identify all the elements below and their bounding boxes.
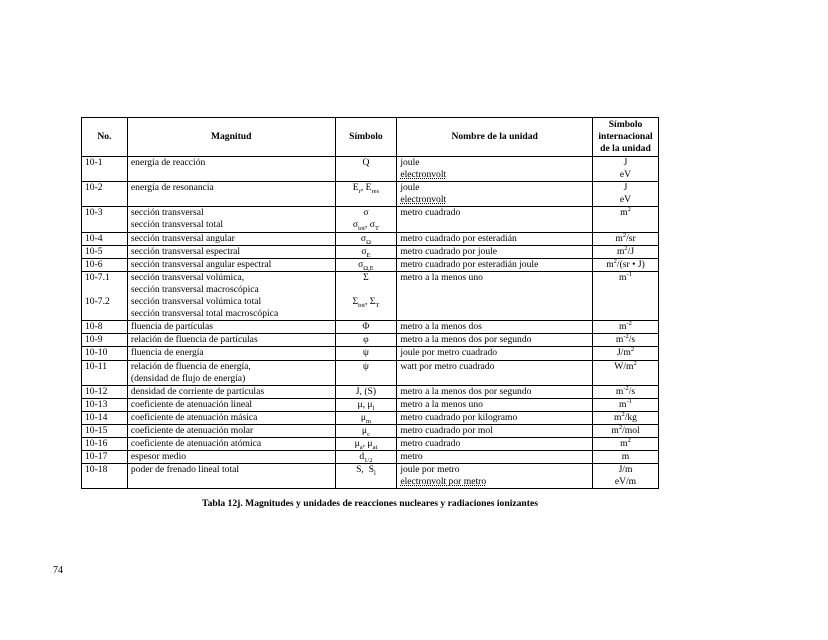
- cell-simbolo: [335, 438, 397, 451]
- cell-unidad: [397, 385, 593, 398]
- cell-magnitud: [127, 347, 335, 360]
- cell-no: [82, 245, 128, 258]
- cell-unidad: [397, 438, 593, 451]
- table-row: [82, 451, 659, 464]
- cell-no-line: 10-8: [85, 321, 103, 333]
- cell-no-line: 10-10: [85, 347, 108, 359]
- cell-no: [82, 360, 128, 385]
- cell-simbolo: [335, 207, 397, 232]
- cell-magnitud-line: sección transversal espectral: [130, 245, 241, 257]
- cell-magnitud-line: poder de frenado lineal total: [130, 464, 240, 476]
- cell-no-line: 10-12: [85, 385, 108, 397]
- cell-simbolo: [335, 451, 397, 464]
- cell-unidad-line: joule por metro: [400, 464, 460, 476]
- cell-magnitud: [127, 385, 335, 398]
- cell-simbolo: [335, 245, 397, 258]
- cell-simbolo-line: J, (S): [355, 385, 377, 397]
- cell-magnitud-line: relación de fluencia de energía,: [130, 360, 251, 372]
- header-simbolo-int-line: internacional: [598, 131, 653, 142]
- cell-simbolo: [335, 157, 397, 182]
- cell-magnitud-line: sección transversal total: [130, 219, 224, 231]
- cell-simbolo-internacional-line: $m^{-1}$: [619, 270, 632, 283]
- cell-simbolo-internacional-line: eV: [619, 169, 632, 181]
- cell-simbolo: [335, 424, 397, 437]
- cell-no: [82, 207, 128, 232]
- cell-simbolo-internacional: [593, 411, 659, 424]
- cell-simbolo: [335, 182, 397, 207]
- cell-unidad-line: metro a la menos uno: [400, 398, 483, 410]
- cell-simbolo-internacional: [593, 398, 659, 411]
- cell-no: [82, 258, 128, 271]
- cell-simbolo-internacional-line: m: [621, 451, 630, 463]
- cell-simbolo: [335, 347, 397, 360]
- cell-unidad: [397, 334, 593, 347]
- cell-simbolo-line: ψ: [362, 347, 369, 359]
- cell-simbolo-line: μ, $\mu_l$: [357, 398, 375, 412]
- cell-magnitud-line: sección transversal angular espectral: [130, 258, 272, 270]
- cell-simbolo-internacional-line: J: [623, 157, 628, 168]
- table-row: [82, 207, 659, 232]
- cell-no: [82, 321, 128, 334]
- cell-simbolo-line: φ: [363, 334, 369, 346]
- cell-simbolo-line: [339, 284, 394, 296]
- cell-unidad-line: metro a la menos dos: [400, 321, 482, 333]
- page-number: 74: [53, 565, 63, 576]
- cell-magnitud-line: (densidad de flujo de energía): [130, 372, 246, 384]
- cell-simbolo-internacional-line: $m^{-2}/s$: [615, 384, 636, 397]
- cell-unidad-line: metro cuadrado por kilogramo: [400, 411, 518, 423]
- cell-no: [82, 385, 128, 398]
- cell-unidad: [397, 157, 593, 182]
- cell-unidad: [397, 424, 593, 437]
- cell-simbolo-line: σ: [363, 207, 369, 219]
- cell-unidad: [397, 360, 593, 385]
- cell-simbolo-line: Q: [362, 157, 370, 168]
- cell-no-line: 10-17: [85, 451, 108, 463]
- cell-magnitud-line: sección transversal: [130, 207, 204, 219]
- cell-no-line: 10-15: [85, 424, 108, 436]
- table-row: [82, 182, 659, 207]
- table-row: [82, 157, 659, 182]
- table-row: [82, 411, 659, 424]
- cell-unidad: [397, 398, 593, 411]
- cell-simbolo-line: $\sigma_{tot}$, $\sigma_T$: [352, 219, 379, 233]
- cell-unidad-line: electronvolt por metro: [400, 476, 487, 488]
- cell-simbolo: [335, 258, 397, 271]
- cell-simbolo-internacional-line: $m^2$: [620, 436, 631, 450]
- cell-simbolo-line: $\mu_m$: [360, 411, 372, 425]
- cell-simbolo: [335, 360, 397, 385]
- cell-simbolo-line: Σ: [363, 271, 369, 283]
- cell-magnitud: [127, 245, 335, 258]
- cell-unidad-line: metro a la menos dos por segundo: [400, 334, 532, 346]
- cell-no-line: 10-1: [85, 157, 103, 168]
- cell-unidad-line: metro: [400, 451, 423, 463]
- cell-magnitud-line: energía de reacción: [130, 157, 206, 168]
- table-row: [82, 347, 659, 360]
- header-no: No.: [82, 118, 128, 157]
- cell-simbolo-internacional-line: $m^2/sr$: [615, 231, 636, 244]
- magnitudes-table: [81, 117, 659, 489]
- cell-no: [82, 334, 128, 347]
- cell-unidad-line: metro cuadrado por esteradián joule: [400, 258, 539, 270]
- cell-no-line: 10-16: [85, 438, 108, 450]
- cell-no: [82, 182, 128, 207]
- cell-simbolo-internacional-line: eV: [619, 194, 632, 206]
- cell-no-line: 10-3: [85, 207, 103, 219]
- cell-magnitud: [127, 334, 335, 347]
- cell-unidad: [397, 258, 593, 271]
- cell-no: [82, 157, 128, 182]
- cell-unidad-line: joule: [400, 157, 420, 168]
- cell-unidad-line: metro cuadrado: [400, 207, 461, 219]
- cell-magnitud: [127, 157, 335, 182]
- table-body: [82, 157, 659, 489]
- table-row: [82, 398, 659, 411]
- cell-magnitud: [127, 411, 335, 424]
- cell-no-line: [85, 308, 124, 320]
- cell-simbolo-internacional: [593, 385, 659, 398]
- cell-simbolo-internacional: [593, 157, 659, 182]
- cell-no-line: 10-7.2: [85, 296, 110, 308]
- table-row: [82, 271, 659, 320]
- cell-simbolo-internacional-line: J/m: [618, 464, 633, 476]
- cell-no: [82, 451, 128, 464]
- cell-no: [82, 424, 128, 437]
- cell-no: [82, 347, 128, 360]
- cell-magnitud-line: densidad de corriente de partículas: [130, 385, 265, 397]
- table-row: [82, 464, 659, 489]
- cell-simbolo-internacional: [593, 424, 659, 437]
- table-row: [82, 360, 659, 385]
- table-row: [82, 321, 659, 334]
- header-simbolo-int-line: de la unidad: [600, 143, 651, 154]
- cell-simbolo-internacional-line: $m^2/kg$: [614, 410, 637, 423]
- cell-no: [82, 271, 128, 320]
- cell-magnitud-line: coeficiente de atenuación lineal: [130, 398, 253, 410]
- table-row: [82, 232, 659, 245]
- cell-no: [82, 232, 128, 245]
- cell-unidad-line: joule por metro cuadrado: [400, 347, 498, 359]
- table-row: [82, 385, 659, 398]
- cell-simbolo-internacional-line: $m^{-2}/s$: [615, 333, 636, 346]
- cell-simbolo-line: $d_{1/2}$: [359, 451, 373, 465]
- cell-no-line: 10-2: [85, 182, 103, 194]
- cell-unidad-line: metro cuadrado por joule: [400, 245, 498, 257]
- cell-unidad-line: metro cuadrado por mol: [400, 424, 493, 436]
- header-simbolo: Símbolo: [335, 118, 397, 157]
- cell-simbolo: [335, 321, 397, 334]
- cell-simbolo-internacional-line: $m^2$: [620, 206, 631, 219]
- cell-no-line: 10-4: [85, 232, 103, 244]
- table-row: [82, 424, 659, 437]
- cell-unidad-line: electronvolt: [400, 169, 447, 181]
- cell-simbolo-line: $\sigma_\Omega$: [360, 232, 371, 246]
- cell-magnitud: [127, 207, 335, 232]
- cell-simbolo-internacional-line: eV/m: [614, 476, 637, 488]
- cell-simbolo-internacional-line: $m^2/J$: [616, 244, 635, 257]
- cell-simbolo-internacional-line: $m^2$/mol: [611, 423, 640, 436]
- header-simbolo-int-line: Símbolo: [608, 119, 643, 130]
- table-caption: Tabla 12j. Magnitudes y unidades de reacciones nucleares y radiaciones ionizantes: [202, 498, 538, 509]
- cell-magnitud: [127, 464, 335, 489]
- cell-simbolo-line: $\sigma_E$: [361, 245, 371, 259]
- cell-simbolo: [335, 232, 397, 245]
- cell-magnitud: [127, 360, 335, 385]
- cell-unidad: [397, 207, 593, 232]
- table-row: [82, 438, 659, 451]
- cell-simbolo: [335, 271, 397, 320]
- cell-no-line: [85, 284, 124, 296]
- cell-simbolo-internacional-line: $J/m^2$: [616, 346, 635, 359]
- table-row: [82, 245, 659, 258]
- cell-simbolo-internacional: [593, 347, 659, 360]
- cell-simbolo-line: $E_r$, $E_{res}$: [352, 182, 380, 196]
- cell-magnitud-line: fluencia de partículas: [130, 321, 213, 333]
- cell-no-line: 10-13: [85, 398, 108, 410]
- cell-unidad: [397, 321, 593, 334]
- cell-magnitud-line: energía de resonancia: [130, 182, 214, 194]
- cell-no-line: 10-14: [85, 411, 108, 423]
- cell-magnitud-line: sección transversal volúmica total: [130, 296, 262, 308]
- cell-magnitud-line: sección transversal total macroscópica: [130, 308, 279, 320]
- cell-no-line: 10-6: [85, 258, 103, 270]
- cell-magnitud-line: coeficiente de atenuación molar: [130, 424, 254, 436]
- cell-simbolo-line: Φ: [362, 321, 370, 333]
- cell-unidad: [397, 347, 593, 360]
- cell-simbolo-internacional-line: $m^{-2}$: [619, 320, 632, 333]
- cell-magnitud-line: coeficiente de atenuación atómica: [130, 438, 262, 450]
- cell-simbolo-line: ψ: [362, 360, 369, 372]
- cell-unidad: [397, 451, 593, 464]
- cell-magnitud-line: fluencia de energía: [130, 347, 204, 359]
- cell-simbolo-internacional: [593, 451, 659, 464]
- table-row: [82, 258, 659, 271]
- cell-simbolo: [335, 334, 397, 347]
- cell-simbolo-line: $\sigma_{\Omega,E}$: [358, 258, 374, 272]
- cell-simbolo-line: S, $S_l$: [356, 464, 376, 478]
- cell-magnitud: [127, 438, 335, 451]
- cell-simbolo-internacional: [593, 271, 659, 320]
- cell-simbolo-line: $\mu_c$: [361, 424, 370, 438]
- cell-simbolo-internacional: [593, 232, 659, 245]
- cell-magnitud-line: sección transversal macroscópica: [130, 283, 259, 295]
- cell-simbolo-internacional-line: $W/m^2$: [614, 359, 637, 372]
- cell-unidad-line: metro cuadrado por esteradián: [400, 232, 517, 244]
- cell-simbolo: [335, 398, 397, 411]
- cell-magnitud: [127, 321, 335, 334]
- cell-unidad-line: joule: [400, 182, 420, 194]
- cell-simbolo-internacional: [593, 182, 659, 207]
- header-magnitud: Magnitud: [127, 118, 335, 157]
- cell-unidad-line: electronvolt: [400, 194, 447, 206]
- cell-no: [82, 398, 128, 411]
- cell-unidad: [397, 411, 593, 424]
- cell-simbolo-internacional: [593, 258, 659, 271]
- cell-simbolo-internacional: [593, 245, 659, 258]
- cell-magnitud: [127, 424, 335, 437]
- table-row: [82, 334, 659, 347]
- cell-magnitud-line: coeficiente de atenuación másica: [130, 411, 258, 423]
- cell-unidad: [397, 232, 593, 245]
- cell-simbolo-internacional: [593, 207, 659, 232]
- cell-unidad: [397, 182, 593, 207]
- cell-no-line: 10-7.1: [85, 271, 110, 283]
- table-header-row: [82, 118, 659, 157]
- cell-magnitud-line: relación de fluencia de partículas: [130, 334, 258, 346]
- cell-magnitud: [127, 232, 335, 245]
- cell-simbolo-line: $\mu_a$, $\mu_{at}$: [354, 438, 378, 451]
- cell-simbolo-line: $\Sigma_{tot}$, $\Sigma_T$: [352, 296, 380, 309]
- cell-simbolo-internacional: [593, 438, 659, 451]
- cell-unidad: [397, 464, 593, 489]
- cell-magnitud: [127, 258, 335, 271]
- cell-magnitud: [127, 451, 335, 464]
- cell-simbolo-internacional-line: J: [623, 182, 628, 194]
- cell-magnitud: [127, 271, 335, 320]
- cell-simbolo: [335, 464, 397, 489]
- cell-simbolo-internacional: [593, 464, 659, 489]
- cell-simbolo-internacional-line: $m^2/(sr$ • J): [606, 257, 645, 270]
- cell-simbolo: [335, 411, 397, 424]
- cell-simbolo-internacional-line: $m^{-1}$: [619, 397, 632, 410]
- cell-simbolo-internacional: [593, 334, 659, 347]
- cell-magnitud: [127, 182, 335, 207]
- cell-no: [82, 438, 128, 451]
- cell-no: [82, 464, 128, 489]
- cell-unidad-line: watt por metro cuadrado: [400, 360, 495, 372]
- cell-unidad-line: metro cuadrado: [400, 438, 461, 450]
- cell-unidad-line: metro a la menos uno: [400, 271, 483, 283]
- header-unidad: Nombre de la unidad: [397, 118, 593, 157]
- cell-magnitud: [127, 398, 335, 411]
- cell-unidad: [397, 245, 593, 258]
- cell-simbolo-internacional: [593, 360, 659, 385]
- cell-magnitud-line: espesor medio: [130, 451, 187, 463]
- cell-simbolo: [335, 385, 397, 398]
- cell-no-line: 10-9: [85, 334, 103, 346]
- cell-no: [82, 411, 128, 424]
- cell-magnitud-line: sección transversal angular: [130, 232, 235, 244]
- header-simbolo-internacional: [593, 118, 659, 157]
- cell-simbolo-line: [339, 308, 394, 320]
- cell-no-line: 10-5: [85, 245, 103, 257]
- cell-magnitud-line: sección transversal volúmica,: [130, 271, 245, 283]
- cell-unidad: [397, 271, 593, 320]
- cell-no-line: 10-18: [85, 464, 108, 476]
- cell-simbolo-internacional: [593, 321, 659, 334]
- cell-no-line: 10-11: [85, 360, 108, 372]
- cell-unidad-line: metro a la menos dos por segundo: [400, 385, 532, 397]
